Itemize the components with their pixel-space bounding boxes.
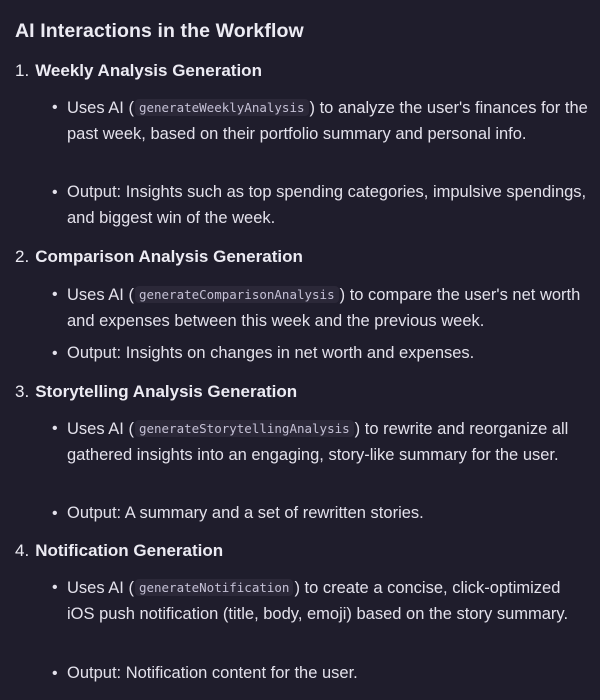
page-heading: AI Interactions in the Workflow <box>15 20 304 42</box>
section-title-text: Comparison Analysis Generation <box>35 247 303 266</box>
list-item <box>52 180 590 231</box>
bullet-dot-icon: • <box>52 184 58 201</box>
section-title-weekly-analysis <box>15 61 262 81</box>
section-title-text: Notification Generation <box>35 541 224 560</box>
section-title-text: Storytelling Analysis Generation <box>35 382 298 401</box>
section-title-storytelling-analysis <box>15 382 297 402</box>
bullet-dot-icon: • <box>52 345 58 362</box>
list-item-text: Uses AI ( generateNotification ) to create a concise, click-optimized iOS push notification (title, body, emoji) based on the story summary. <box>67 579 569 623</box>
list-item <box>52 575 590 627</box>
list-item-text: Output: A summary and a set of rewritten stories. <box>67 504 424 522</box>
bullet-dot-icon: • <box>52 505 58 522</box>
list-item-text: Output: Insights such as top spending categories, impulsive spendings, and biggest win of the week. <box>67 183 587 227</box>
section-number: 4. <box>15 541 30 560</box>
inline-code: generateWeeklyAnalysis <box>135 99 309 116</box>
bullet-dot-icon: • <box>52 99 58 116</box>
list-item <box>52 416 590 468</box>
section-number: 1. <box>15 61 30 80</box>
list-item-text: Uses AI ( generateComparisonAnalysis ) to compare the user's net worth and expenses between this week and the previous week. <box>67 286 581 330</box>
section-number: 3. <box>15 382 30 401</box>
list-item-text: Output: Notification content for the user. <box>67 664 358 682</box>
inline-code: generateStorytellingAnalysis <box>135 420 354 437</box>
list-item <box>52 341 590 367</box>
bullet-dot-icon: • <box>52 665 58 682</box>
list-item-text: Output: Insights on changes in net worth and expenses. <box>67 344 475 362</box>
inline-code: generateComparisonAnalysis <box>135 286 339 303</box>
bullet-dot-icon: • <box>52 579 58 596</box>
list-item <box>52 501 590 527</box>
bullet-dot-icon: • <box>52 286 58 303</box>
list-item <box>52 95 590 147</box>
section-title-notification-generation <box>15 541 223 561</box>
bullet-dot-icon: • <box>52 420 58 437</box>
list-item <box>52 661 590 687</box>
list-item-text: Uses AI ( generateWeeklyAnalysis ) to analyze the user's finances for the past week, based on their portfolio summary and personal info. <box>67 99 588 143</box>
inline-code: generateNotification <box>135 579 294 596</box>
list-item <box>52 282 590 334</box>
section-number: 2. <box>15 247 30 266</box>
list-item-text: Uses AI ( generateStorytellingAnalysis ) to rewrite and reorganize all gathered insights into an engaging, story-like summary for the user. <box>67 420 569 464</box>
section-title-text: Weekly Analysis Generation <box>35 61 262 80</box>
section-title-comparison-analysis <box>15 247 303 267</box>
